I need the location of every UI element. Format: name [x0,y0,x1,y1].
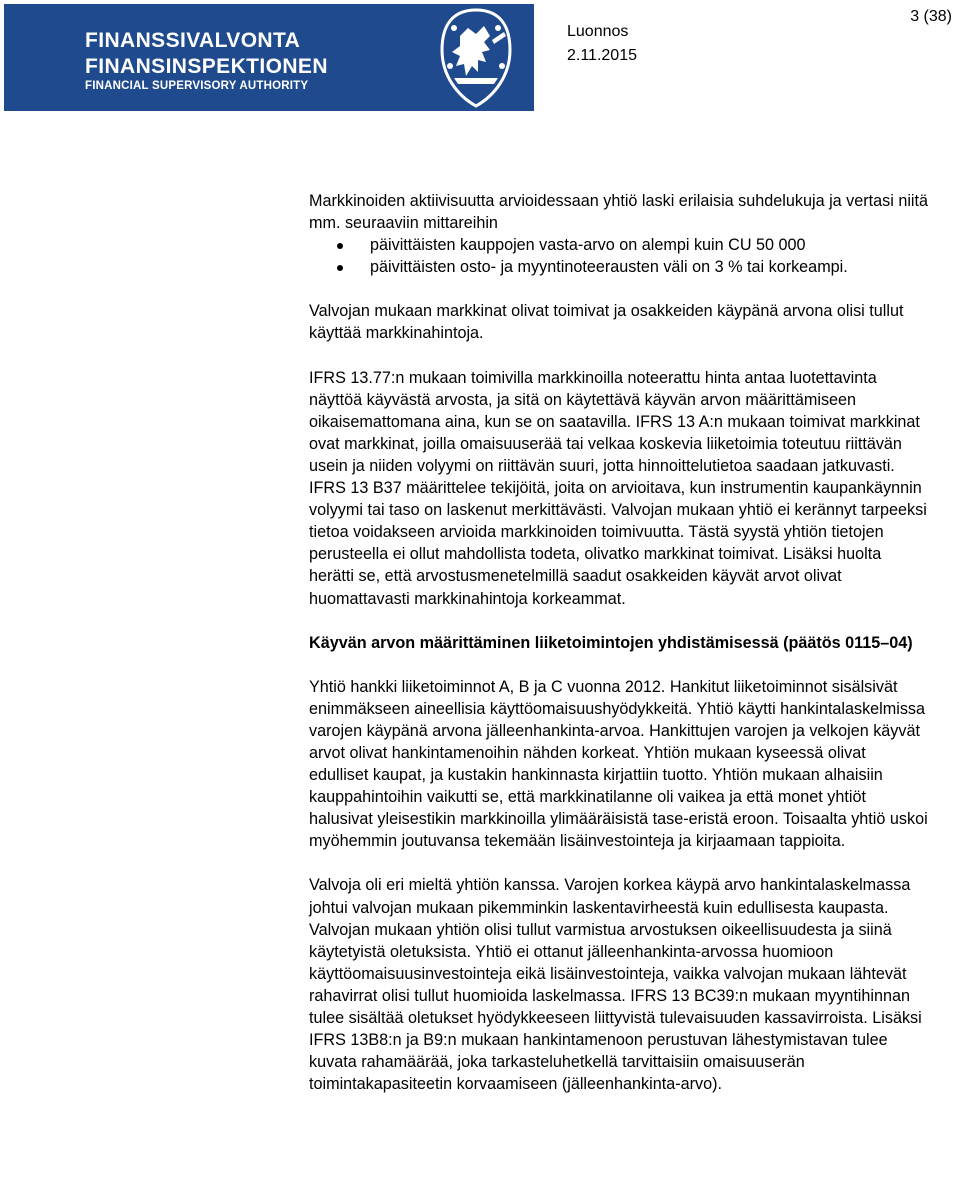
spacer [309,278,929,300]
bullet-dot-icon [337,243,343,249]
section-heading: Käyvän arvon määrittäminen liiketoimintojen yhdistämisessä (päätös 0115–04) [309,633,913,652]
logo-text-swedish: FINANSINSPEKTIONEN [85,55,328,78]
paragraph-supervisor-view: Valvojan mukaan markkinat olivat toimivat ja osakkeiden käypänä arvona olisi tullut käyttää markkinahintoja. [309,302,904,343]
spacer [309,345,929,367]
document-body [309,190,929,1095]
spacer [309,654,929,676]
finnish-lion-emblem-icon [424,6,528,110]
logo-text-english: FINANCIAL SUPERVISORY AUTHORITY [85,80,309,92]
list-item [309,256,929,278]
paragraph-ifrs13: IFRS 13.77:n mukaan toimivilla markkinoilla noteerattu hinta antaa luotettavinta näyttöä käyvästä arvosta, ja sitä on käytettävä käyvän arvon määrittämiseen oikaisemattomana aina, kun se on saatavilla. IFRS 13 A:n mukaan toimivat markkinat ovat markkinat, joilla omaisuuserää tai velkaa koskevia liiketoimia toteutuu riittävän usein ja niiden volyymi on riittävän suuri, jotta hinnoittelutietoa saadaan jatkuvasti. IFRS 13 B37 määrittelee tekijöitä, joita on arvioitava, kun instrumentin kaupankäynnin volyymi tai taso on laskenut merkittävästi. Valvojan mukaan yhtiö ei kerännyt tarpeeksi tietoa voidakseen arvioida markkinoiden toimivuutta. Tästä syystä yhtiön tietojen perusteella ei ollut mahdollista todeta, olivatko markkinat toimivat. Lisäksi huolta herätti se, että arvostusmenetelmillä saadut osakkeiden käyvät arvot olivat huomattavasti markkinahintoja korkeammat. [309,368,927,608]
logo-text-finnish: FINANSSIVALVONTA [85,29,301,52]
header-banner [4,4,534,111]
bullet-dot-icon [337,265,343,271]
page-number: 3 (38) [910,8,952,25]
list-item [309,234,929,256]
spacer [309,852,929,874]
list-item-text: päivittäisten osto- ja myyntinoteerausten väli on 3 % tai korkeampi. [370,258,848,277]
draft-label: Luonnos [567,23,629,40]
criteria-list [309,234,929,278]
document-date: 2.11.2015 [567,47,637,64]
paragraph-market-activity: Markkinoiden aktiivisuutta arvioidessaan yhtiö laski erilaisia suhdelukuja ja vertasi niitä mm. seuraaviin mittareihin [309,192,929,233]
list-item-text: päivittäisten kauppojen vasta-arvo on alempi kuin CU 50 000 [370,236,806,255]
spacer [309,610,929,632]
paragraph-acquisition: Yhtiö hankki liiketoiminnot A, B ja C vuonna 2012. Hankitut liiketoiminnot sisälsivät enimmäkseen aineellisia käyttöomaisuushyödykkeitä. Yhtiö käytti hankintalaskelmissa varojen käypänä arvona jälleenhankinta-arvoa. Hankittujen varojen ja velkojen käyvät arvot olivat hankintamenoihin nähden korkeat. Yhtiön mukaan kyseessä olivat edulliset kaupat, ja kustakin hankinnasta kirjattiin tuotto. Yhtiön mukaan alhaisiin kauppahintoihin vaikutti se, että markkinatilanne oli vaikea ja että monet yhtiöt halusivat yleisestikin markkinoilla ylimääräisistä tase-eristä eroon. Toisaalta yhtiö uskoi myöhemmin joutuvansa tekemään lisäinvestointeja ja kirjaamaan tappioita. [309,677,928,851]
paragraph-supervisor-disagreement: Valvoja oli eri mieltä yhtiön kanssa. Varojen korkea käypä arvo hankintalaskelmassa johtui valvojan mukaan pikemminkin laskentavirheestä kuin edullisesta kaupasta. Valvojan mukaan yhtiön olisi tullut varmistua arvostuksen oikeellisuudesta ja siinä käytetyistä oletuksista. Yhtiö ei ottanut jälleenhankinta-arvossa huomioon käyttöomaisuusinvestointeja eikä lisäinvestointeja, vaikka valvojan mukaan lähtevät rahavirrat olisi tullut huomioida laskelmassa. IFRS 13 BC39:n mukaan myyntihinnan tulee sisältää oletukset hyödykkeeseen liittyvistä tulevaisuuden kassavirroista. Lisäksi IFRS 13B8:n ja B9:n mukaan hankintamenoon perustuvan lähestymistavan tulee kuvata rahamäärää, joka tarkasteluhetkellä tarvittaisiin omaisuuserän toimintakapasiteetin korvaamiseen (jälleenhankinta-arvo). [309,876,922,1094]
